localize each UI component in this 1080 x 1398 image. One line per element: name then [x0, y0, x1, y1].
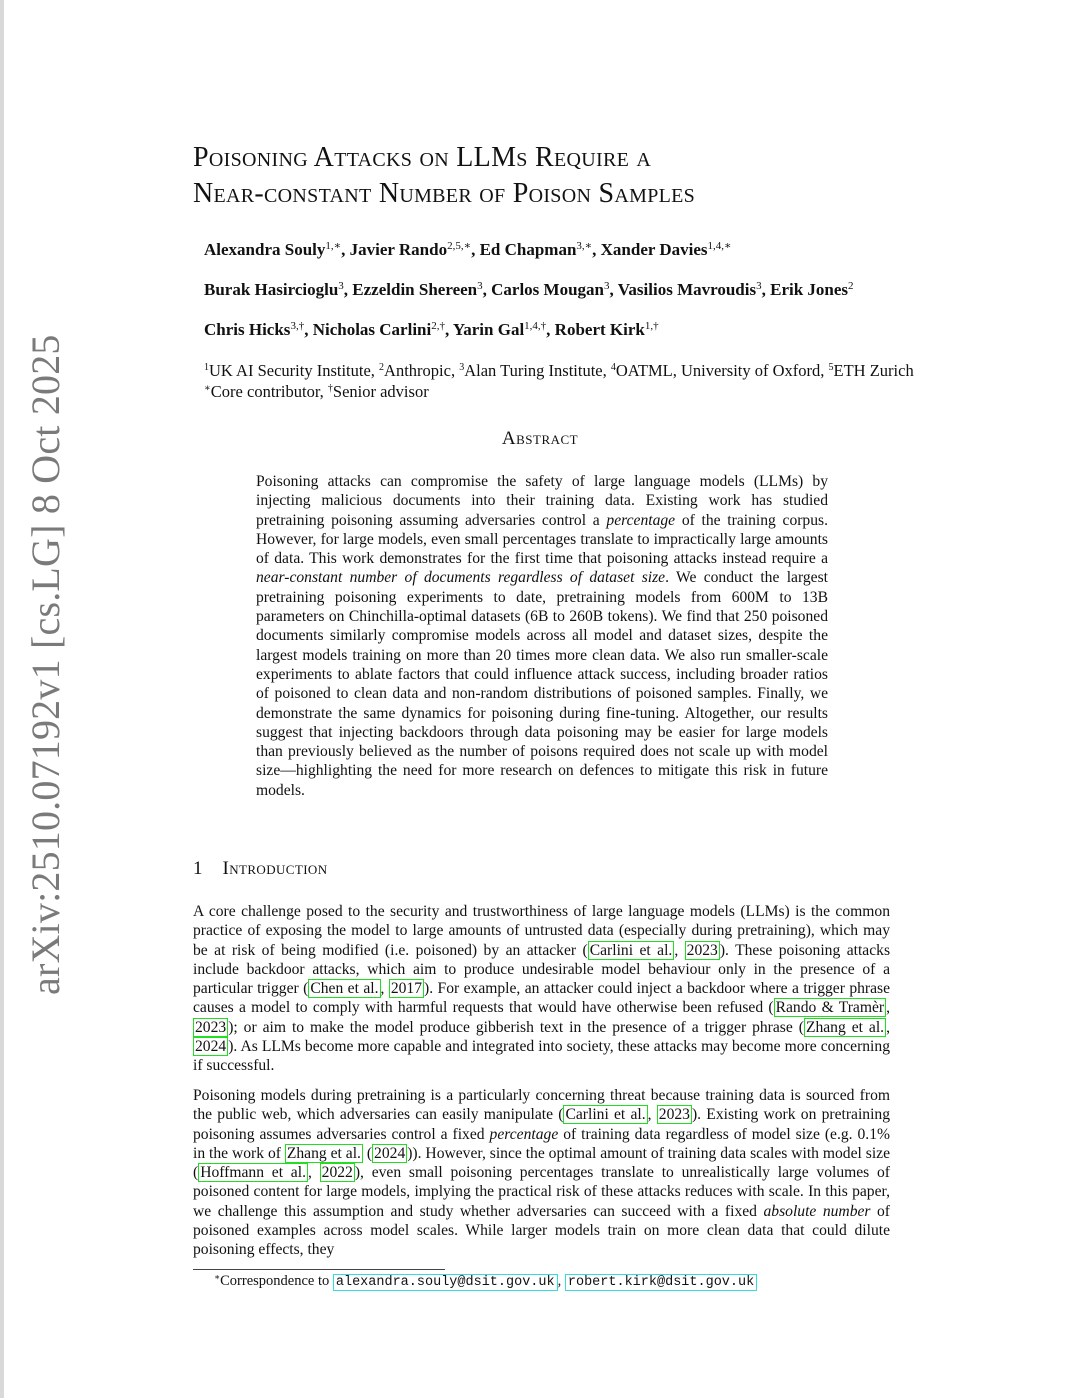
- section-title: Introduction: [222, 858, 328, 879]
- body-text: ,: [647, 1106, 657, 1124]
- title-line-1: Poisoning Attacks on LLMs Require a: [193, 142, 652, 173]
- body-text: (: [362, 1144, 373, 1162]
- abstract-text: . We conduct the largest pretraining poisoning experiments to date, pretraining models from 600M to 13B parameters on Chinchilla-optimal datasets (6B to 260B tokens). We find that 250 poisoned documents similarly compromise models across all model and dataset sizes, despite the largest models training on more than 20 times more clean data. We also run smaller-scale experiments to ablate factors that could influence attack success, including broader ratios of poisoned to clean data and non-random distributions of poisoned samples. Finally, we demonstrate the same dynamics for poisoning during fine-tuning. Altogether, our results suggest that injecting backdoors through data poisoning may be easier for large models than previously believed as the number of poisons required does not scale up with model size—highlighting the need for more research on defences to mitigate this risk in future models.: [256, 569, 828, 799]
- citation-link[interactable]: 2024: [374, 1144, 406, 1162]
- citation-link[interactable]: 2017: [390, 980, 423, 998]
- body-text: ). For example, an attacker could inject a backdoor where a trigger phrase causes a model to comply with harmful requests that would have otherwise been refused (: [193, 980, 891, 1017]
- body-text: ). Existing work on pretraining poisoning assumes adversaries control a fixed: [193, 1106, 891, 1143]
- author-name: Carlos Mougan: [491, 280, 604, 299]
- affiliation-mark: 1: [204, 362, 209, 373]
- author-marks: 1,4,∗: [707, 240, 732, 252]
- contribution-roles: ∗Core contributor, †Senior advisor: [204, 382, 429, 401]
- author-name: Vasilios Mavroudis: [617, 280, 757, 299]
- footnote: [214, 1273, 757, 1290]
- body-text: Poisoning models during pretraining is a particularly concerning threat because training data is sourced from the public web, which adversaries can easily manipulate (: [193, 1087, 890, 1124]
- role-label: Senior advisor: [332, 382, 429, 401]
- arxiv-identifier[interactable]: arXiv:2510.07192v1 [cs.LG] 8 Oct 2025: [23, 334, 68, 995]
- citation-link[interactable]: 2022: [321, 1164, 353, 1182]
- affiliation-mark: 5: [828, 362, 834, 373]
- author-marks: 3,†: [290, 320, 305, 332]
- author-marks: 1,†: [644, 320, 659, 332]
- body-text: ), even small poisoning percentages translate to unrealistically large volumes of poisoned content for large models, implying the practical risk of these attacks reduces with scale. In this paper, we challenge this assumption and study whether adversaries can succeed with a fixed: [193, 1164, 891, 1220]
- citation-link[interactable]: Carlini et al.: [565, 1106, 646, 1124]
- author-marks: 2,†: [431, 320, 445, 332]
- citation-link[interactable]: Zhang et al.: [286, 1144, 361, 1162]
- body-text: of training data regardless of model size (e.g. 0.1% in the work of: [193, 1125, 890, 1162]
- page-edge: [0, 0, 4, 1398]
- author-name: Javier Rando: [349, 240, 448, 259]
- citation-link[interactable]: Chen et al.: [310, 980, 379, 998]
- section-heading: [193, 858, 328, 880]
- affiliation-line: $^1$UK AI Security Institute, $^2$Anthropic, $^3$Alan Turing Institute, $^4$OATML, University of Oxford, $^5$ETH Zurich: [204, 361, 914, 380]
- author-marks: 2: [848, 280, 854, 292]
- author-name: Xander Davies: [600, 240, 708, 259]
- email-link[interactable]: alexandra.souly@dsit.gov.uk: [333, 1274, 558, 1291]
- author-name: Erik Jones: [770, 280, 849, 299]
- author-line-3: Chris Hicks$^{3,\dagger}$, Nicholas Carlini$^{2,\dagger}$, Yarin Gal$^{1,4,\dagger}$, Robert Kirk$^{1,\dagger}$: [204, 320, 659, 339]
- body-text: ,: [380, 980, 389, 998]
- section-number: 1: [193, 858, 203, 879]
- author-marks: 3: [604, 280, 610, 292]
- title-line-2: Near-constant Number of Poison Samples: [193, 178, 696, 209]
- author-name: Burak Hasircioglu: [204, 280, 339, 299]
- citation-link[interactable]: Carlini et al.: [589, 941, 673, 959]
- affiliation-mark: 3: [459, 362, 465, 373]
- body-text: ,: [886, 1018, 890, 1036]
- body-text: ); or aim to make the model produce gibberish text in the presence of a trigger phrase (: [228, 1018, 804, 1036]
- body-text: )). However, since the optimal amount of training data scales with model size (: [193, 1144, 891, 1182]
- body-text: ,: [674, 941, 685, 959]
- author-marks: 3: [338, 280, 344, 292]
- intro-paragraph-2: [193, 1086, 890, 1260]
- citation-link[interactable]: Hoffmann et al.: [200, 1164, 306, 1182]
- abstract-text: of the training corpus. However, for large models, even small percentages translate to impractically large amounts of data. This work demonstrates for the first time that poisoning attacks instead require a: [256, 511, 828, 568]
- body-text: A core challenge posed to the security and trustworthiness of large language models (LLMs) is the common practice of exposing the model to large amounts of untrusted data (especially during pretraining), which may be at risk of being modified (i.e. poisoned) by an attacker (: [193, 903, 890, 959]
- abstract-text: Poisoning attacks can compromise the safety of large language models (LLMs) by injecting malicious documents into their training data. Existing work has studied pretraining poisoning assuming adversaries control a: [256, 473, 828, 529]
- footnote-separator: ,: [557, 1273, 565, 1289]
- affiliation-mark: 4: [610, 362, 616, 373]
- affiliation-name: Alan Turing Institute: [464, 361, 603, 380]
- author-name: Chris Hicks: [204, 320, 291, 339]
- abstract-body: [256, 472, 828, 800]
- body-text: ,: [307, 1164, 320, 1182]
- role-mark: ∗: [204, 383, 211, 394]
- citation-link[interactable]: 2023: [658, 1106, 690, 1124]
- author-name: Ezzeldin Shereen: [352, 280, 478, 299]
- citation-link[interactable]: 2024: [195, 1038, 227, 1056]
- abstract-emphasis: percentage: [606, 511, 676, 529]
- body-text: ). As LLMs become more capable and integrated into society, these attacks may become more concerning if successful.: [193, 1038, 890, 1075]
- citation-link[interactable]: Rando & Tramèr: [775, 999, 885, 1017]
- citation-link[interactable]: 2023: [195, 1018, 227, 1036]
- abstract-heading: Abstract: [501, 428, 579, 449]
- body-emphasis: absolute number: [763, 1202, 871, 1220]
- author-line-1: Alexandra Souly$^{1,∗}$, Javier Rando$^{2,5,∗}$, Ed Chapman$^{3,∗}$, Xander Davies$^{1,4,∗}$: [204, 240, 732, 259]
- affiliation-name: Anthropic: [384, 361, 451, 380]
- paper-title: [193, 140, 953, 212]
- author-marks: 3: [477, 280, 483, 292]
- body-text: of poisoned examples across model scales. While larger models train on more clean data that could dilute poisoning effects, they: [193, 1202, 890, 1259]
- author-marks: 1,4,†: [524, 320, 547, 332]
- affiliation-name: UK AI Security Institute: [209, 361, 371, 380]
- author-line-2: Burak Hasircioglu$^3$, Ezzeldin Shereen$^3$, Carlos Mougan$^3$, Vasilios Mavroudis$^3$, Erik Jones$^2$: [204, 280, 854, 299]
- affiliation-name: OATML, University of Oxford: [615, 361, 821, 380]
- affiliation-mark: 2: [379, 362, 385, 373]
- body-text: ). These poisoning attacks include backdoor attacks, which aim to produce undesirable model behaviour only in the presence of a particular trigger (: [193, 941, 891, 998]
- role-mark: †: [327, 383, 333, 394]
- author-marks: 3: [756, 280, 762, 292]
- citation-link[interactable]: Zhang et al.: [805, 1018, 885, 1036]
- role-label: Core contributor: [210, 382, 320, 401]
- email-link[interactable]: robert.kirk@dsit.gov.uk: [565, 1274, 757, 1291]
- author-marks: 3,∗: [576, 240, 593, 252]
- author-name: Robert Kirk: [554, 320, 645, 339]
- body-emphasis: percentage: [489, 1125, 559, 1143]
- footnote-mark: ∗: [214, 1272, 221, 1282]
- intro-paragraph-1: [193, 902, 890, 1076]
- author-name: Alexandra Souly: [204, 240, 326, 259]
- author-name: Ed Chapman: [479, 240, 577, 259]
- affiliations: [204, 360, 1004, 402]
- affiliation-name: ETH Zurich: [833, 361, 914, 380]
- author-list: [204, 240, 984, 360]
- footnote-text: Correspondence to: [220, 1273, 333, 1289]
- footnote-divider: [193, 1269, 445, 1270]
- author-name: Yarin Gal: [452, 320, 525, 339]
- abstract-emphasis: near-constant number of documents regardless of dataset size: [256, 569, 666, 587]
- citation-link[interactable]: 2023: [686, 941, 718, 959]
- body-text: ,: [886, 999, 890, 1017]
- author-marks: 2,5,∗: [447, 240, 472, 252]
- author-marks: 1,∗: [325, 240, 342, 252]
- author-name: Nicholas Carlini: [312, 320, 432, 339]
